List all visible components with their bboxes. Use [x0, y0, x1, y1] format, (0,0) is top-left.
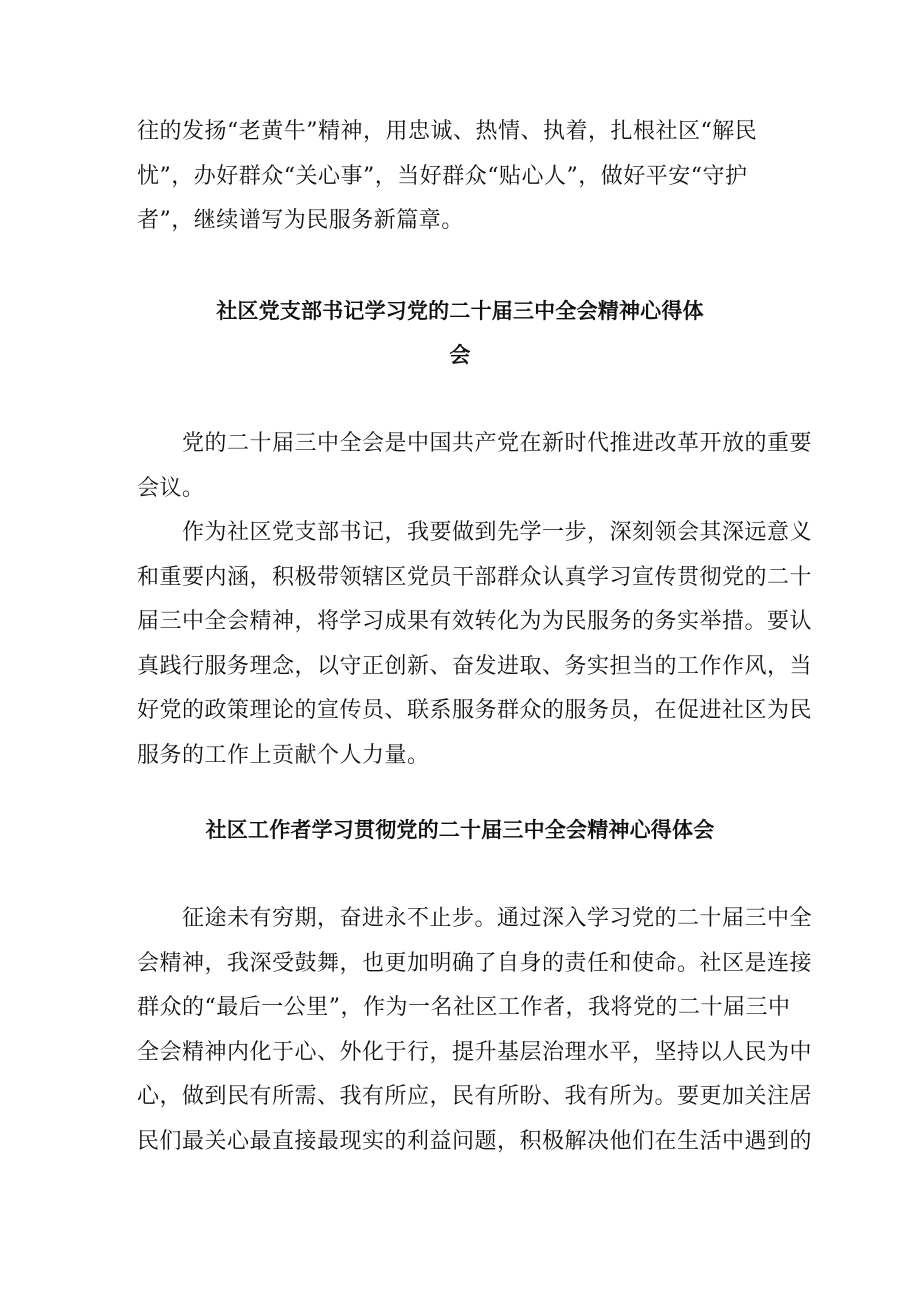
- title-line: 社区党支部书记学习党的二十届三中全会精神心得体: [216, 299, 704, 323]
- text-line: 好党的政策理论的宣传员、联系服务群众的服务员，在促进社区为民: [137, 698, 813, 723]
- section-2-title: [137, 808, 783, 852]
- text-line: 忧”，办好群众“关心事”，当好群众“贴心人”，做好平安“守护: [137, 163, 748, 189]
- text-line: 和重要内涵，积极带领辖区党员干部群众认真学习宣传贯彻党的二十: [137, 564, 813, 590]
- section-1-paragraph-1: [137, 422, 813, 511]
- text-line: 者”，继续谱写为民服务新篇章。: [137, 208, 464, 233]
- section-2-paragraph-1: [137, 897, 813, 1164]
- text-line: 服务的工作上贡献个人力量。: [137, 742, 430, 768]
- text-line: 会精神，我深受鼓舞，也更加明确了自身的责任和使命。社区是连接: [137, 950, 813, 976]
- text-line: 作为社区党支部书记，我要做到先学一步，深刻领会其深远意义: [182, 520, 813, 545]
- section-1-paragraph-2: [137, 511, 813, 778]
- text-line: 真践行服务理念，以守正创新、奋发进取、务实担当的工作作风，当: [137, 653, 813, 679]
- text-line: 会议。: [137, 475, 205, 501]
- text-line: 届三中全会精神，将学习成果有效转化为为民服务的务实举措。要认: [137, 609, 813, 634]
- text-line: 往的发扬“老黄牛”精神，用忠诚、热情、执着，扎根社区“解民: [137, 119, 758, 144]
- text-line: 征途未有穷期，奋进永不止步。通过深入学习党的二十届三中全: [182, 906, 813, 931]
- title-line: 会: [449, 343, 471, 367]
- title-line: 社区工作者学习贯彻党的二十届三中全会精神心得体会: [205, 818, 715, 842]
- section-1-title: [137, 289, 783, 377]
- text-line: 心，做到民有所需、我有所应，民有所盼、我有所为。要更加关注居: [137, 1084, 813, 1109]
- text-line: 全会精神内化于心、外化于行，提升基层治理水平，坚持以人民为中: [137, 1039, 813, 1065]
- text-line: 党的二十届三中全会是中国共产党在新时代推进改革开放的重要: [182, 431, 813, 456]
- continuation-paragraph: [137, 110, 797, 244]
- text-line: 民们最关心最直接最现实的利益问题，积极解决他们在生活中遇到的: [137, 1128, 813, 1154]
- text-line: 群众的“最后一公里”，作为一名社区工作者，我将党的二十届三中: [137, 995, 791, 1020]
